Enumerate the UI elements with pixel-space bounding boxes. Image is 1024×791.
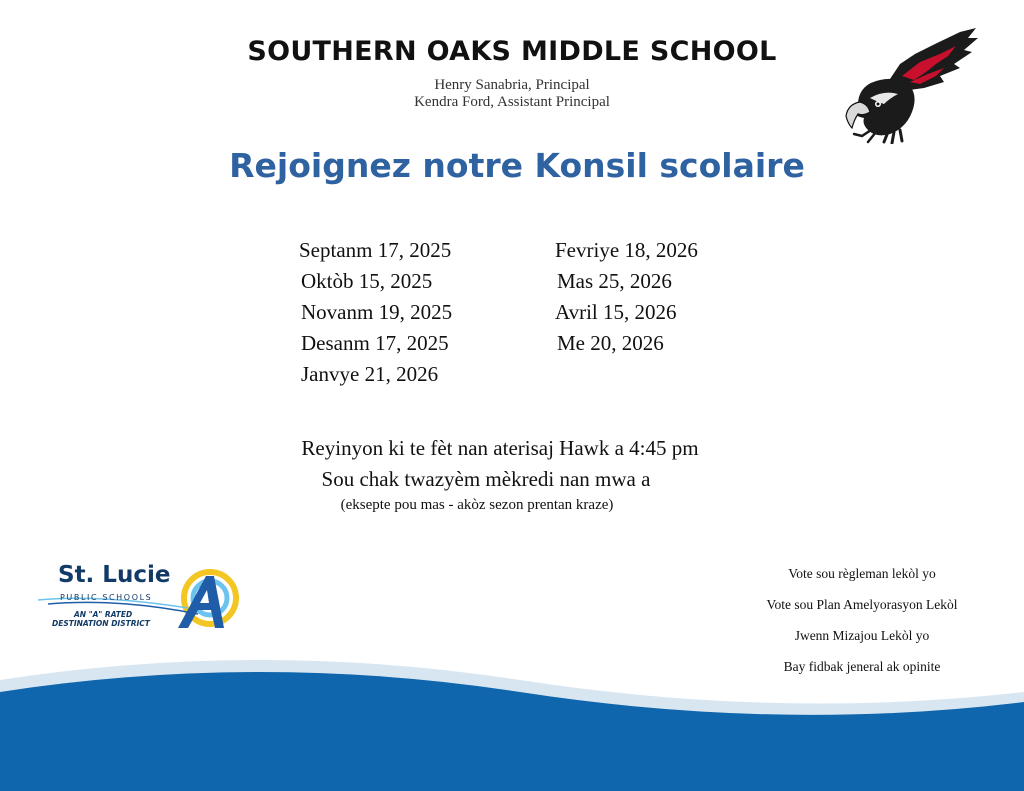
purpose-item: Vote sou Plan Amelyorasyon Lekòl xyxy=(766,597,958,612)
district-tagline: DESTINATION DISTRICT xyxy=(52,619,150,628)
headline: Rejoignez notre Konsil scolaire xyxy=(229,146,805,185)
meeting-date: Fevriye 18, 2026 xyxy=(555,238,698,262)
meeting-date: Septanm 17, 2025 xyxy=(299,238,452,262)
meeting-location-time: Reyinyon ki te fèt nan aterisaj Hawk a 4:45 pm xyxy=(301,436,699,460)
meeting-date: Me 20, 2026 xyxy=(557,331,664,355)
purpose-item: Bay fidbak jeneral ak opinite xyxy=(783,659,941,674)
school-name: SOUTHERN OAKS MIDDLE SCHOOL xyxy=(247,36,777,67)
district-logo xyxy=(38,560,248,640)
district-tagline: AN "A" RATED xyxy=(74,610,133,619)
meeting-date: Oktòb 15, 2025 xyxy=(301,269,433,293)
purpose-item: Jwenn Mizajou Lekòl yo xyxy=(794,628,930,643)
meeting-date: Janvye 21, 2026 xyxy=(301,362,439,386)
district-name: St. Lucie xyxy=(58,562,171,588)
assistant-principal-name: Kendra Ford, Assistant Principal xyxy=(414,94,610,110)
principal-name: Henry Sanabria, Principal xyxy=(434,77,590,93)
meeting-schedule: Sou chak twazyèm mèkredi nan mwa a xyxy=(321,467,651,491)
meeting-date: Desanm 17, 2025 xyxy=(301,331,449,355)
purpose-item: Vote sou règleman lekòl yo xyxy=(788,566,936,581)
hawk-mascot-icon xyxy=(840,24,980,144)
meeting-exception-note: (eksepte pou mas - akòz sezon prentan kraze) xyxy=(340,497,614,513)
meeting-date: Novanm 19, 2025 xyxy=(301,300,453,324)
meeting-date: Avril 15, 2026 xyxy=(555,300,677,324)
district-subtitle: PUBLIC SCHOOLS xyxy=(60,593,153,602)
meeting-date: Mas 25, 2026 xyxy=(557,269,672,293)
